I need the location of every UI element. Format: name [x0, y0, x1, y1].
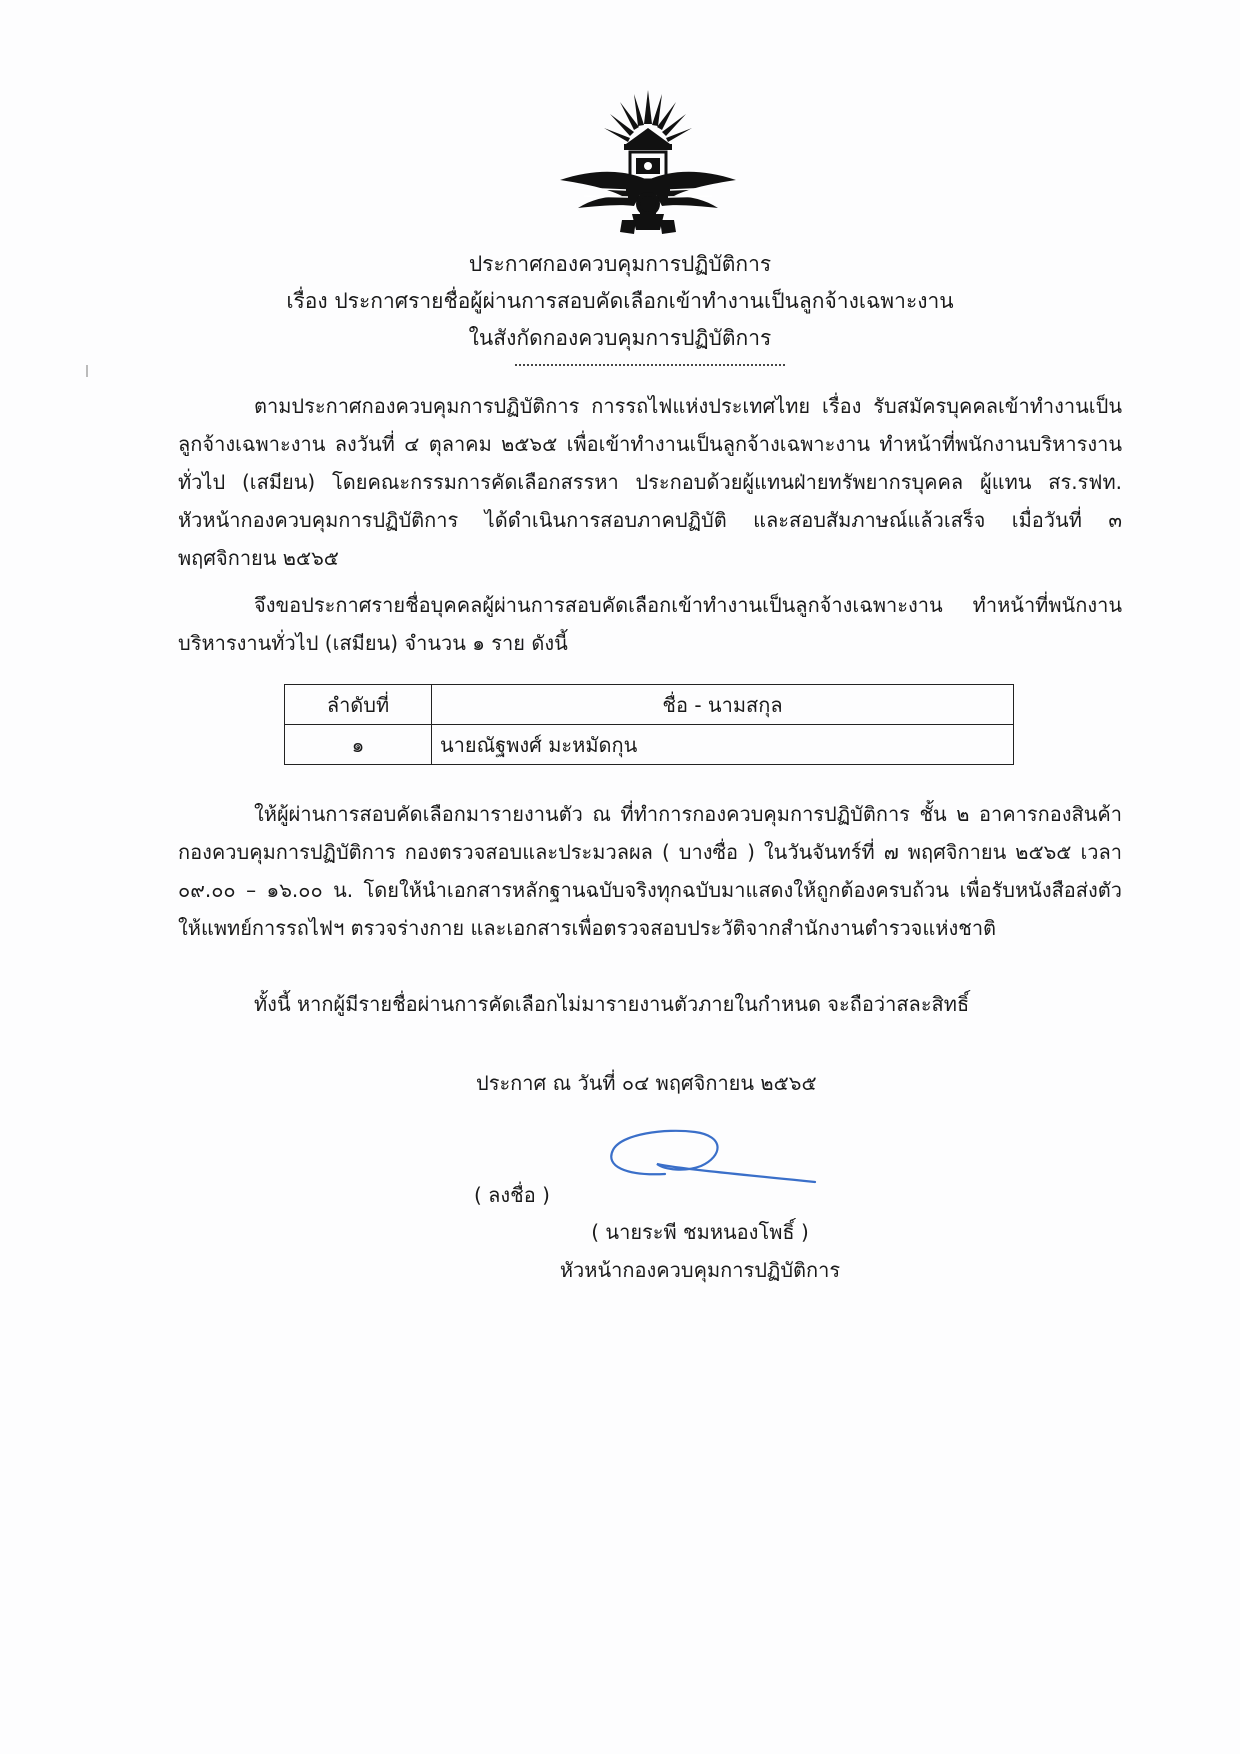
row-order-number: ๑	[285, 725, 432, 765]
department-title: ในสังกัดกองควบคุมการปฏิบัติการ	[468, 326, 772, 350]
candidate-table	[284, 684, 1014, 765]
row-full-name: นายณัฐพงศ์ มะหมัดกุน	[432, 725, 1014, 765]
document-header	[0, 246, 1240, 357]
column-header-name: ชื่อ - นามสกุล	[432, 685, 1014, 725]
paragraph-3	[178, 795, 1122, 947]
paragraph-1	[178, 387, 1122, 577]
paragraph-4-text: ทั้งนี้ หากผู้มีรายชื่อผ่านการคัดเลือกไม่มารายงานตัวภายในกำหนด จะถือว่าสละสิทธิ์	[254, 992, 970, 1016]
signature-label: ( ลงชื่อ )	[474, 1183, 550, 1207]
paragraph-1-text: ตามประกาศกองควบคุมการปฏิบัติการ การรถไฟแห่งประเทศไทย เรื่อง รับสมัครบุคคลเข้าทำงานเป็นลูกจ้างเฉพาะงาน ลงวันที่ ๔ ตุลาคม ๒๕๖๕ เพื่อเข้าทำงานเป็นลูกจ้างเฉพาะงาน ทำหน้าที่พนักงานบริหารงานทั่วไป (เสมียน) โดยคณะกรรมการคัดเลือกสรรหา ประกอบด้วยผู้แทนฝ่ายทรัพยากรบุคคล ผู้แทน สร.รฟท. หัวหน้ากองควบคุมการปฏิบัติการ ได้ดำเนินการสอบภาคปฏิบัติ และสอบสัมภาษณ์แล้วเสร็จ เมื่อวันที่ ๓ พฤศจิกายน ๒๕๖๕	[178, 394, 1122, 570]
subject-title: เรื่อง ประกาศรายชื่อผู้ผ่านการสอบคัดเลือกเข้าทำงานเป็นลูกจ้างเฉพาะงาน	[286, 289, 954, 313]
announcement-date: ประกาศ ณ วันที่ ๐๔ พฤศจิกายน ๒๕๖๕	[476, 1071, 817, 1095]
railway-emblem-logo	[556, 84, 740, 244]
signer-name: ( นายระพี ชมหนองโพธิ์ )	[591, 1220, 809, 1244]
title-divider	[515, 364, 785, 366]
paragraph-2	[178, 586, 1122, 662]
signer-position: หัวหน้ากองควบคุมการปฏิบัติการ	[559, 1258, 841, 1282]
paragraph-2-text: จึงขอประกาศรายชื่อบุคคลผู้ผ่านการสอบคัดเลือกเข้าทำงานเป็นลูกจ้างเฉพาะงาน ทำหน้าที่พนักงานบริหารงานทั่วไป (เสมียน) จำนวน ๑ ราย ดังนี้	[178, 593, 1122, 655]
issuer-title: ประกาศกองควบคุมการปฏิบัติการ	[468, 252, 772, 276]
column-header-order: ลำดับที่	[285, 685, 432, 725]
paragraph-4	[178, 985, 1122, 1023]
paragraph-3-text: ให้ผู้ผ่านการสอบคัดเลือกมารายงานตัว ณ ที่ทำการกองควบคุมการปฏิบัติการ ชั้น ๒ อาคารกองสินค้า กองควบคุมการปฏิบัติการ กองตรวจสอบและประมวลผล ( บางซื่อ ) ในวันจันทร์ที่ ๗ พฤศจิกายน ๒๕๖๕ เวลา ๐๙.๐๐ – ๑๖.๐๐ น. โดยให้นำเอกสารหลักฐานฉบับจริงทุกฉบับมาแสดงให้ถูกต้องครบถ้วน เพื่อรับหนังสือส่งตัวให้แพทย์การรถไฟฯ ตรวจร่างกาย และเอกสารเพื่อตรวจสอบประวัติจากสำนักงานตำรวจแห่งชาติ	[178, 802, 1122, 940]
handwritten-signature	[605, 1126, 820, 1196]
table-header-row	[285, 685, 1014, 725]
table-row	[285, 725, 1014, 765]
punch-mark	[86, 365, 88, 377]
